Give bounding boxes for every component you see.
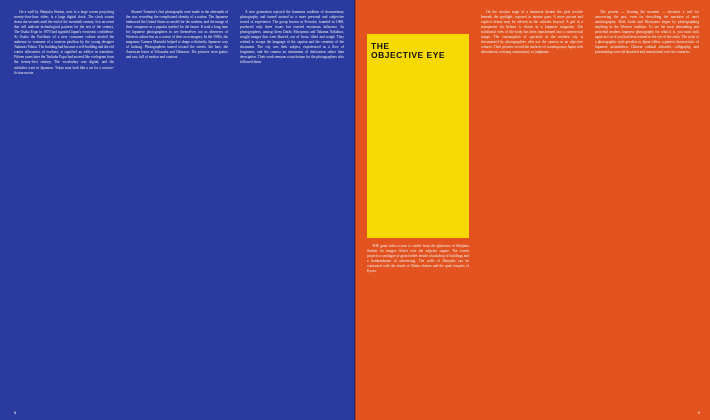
paragraph: On a wall by Shinjuku Station, next to a large screen projecting twenty-four-hour video, is a large digital clock. The clock counts down the seconds until the end of the twentieth century. It is an event that will indicate technological patterns for the rest of the century. The Osaka Expo in 1970 had signaled Japan's economic confidence. At Osaka the Pavilions of a new consumer culture invited the audience to consume of a tourism pavilion by the young designer Tadanori Yokoo. The building had become a self-building and the red cranes silhouettes of workers, it signified an edifice in transition. Fifteen years later the Tsukuba Expo had arrived like a telegram from the twenty-first century. The vocabulary was digital, and the subsidies were in Japanese. Tokyo may look like a set for a science-fiction movie. bbox=[14, 10, 114, 75]
left-column-2 bbox=[126, 10, 228, 408]
right-page bbox=[355, 0, 710, 420]
paragraph: A new generation rejected the humanist tradition of documentary photography and turned instead to a more personal and subjective record of experience. The group known as Provoke, founded in 1968, produced only three issues but exerted enormous influence. Its photographers, among them Daido Moriyama and Takuma Nakahira, sought images that were blurred, out of focus, tilted and rough. They wished to escape the language of the caption and the certainty of the document. The city was their subject, experienced as a flow of fragments, and the camera an instrument of dislocation rather than description. Their work remains a touchstone for the photographers who followed them. bbox=[240, 10, 344, 65]
right-column-2 bbox=[481, 10, 583, 408]
left-column-1 bbox=[14, 10, 114, 408]
right-column-1 bbox=[367, 244, 469, 410]
page-number-left: 8 bbox=[14, 410, 17, 415]
title-line-1: THE bbox=[371, 41, 390, 51]
paragraph: On the circular stage of a basement theater the girls revolve beneath the spotlight, exposed to intense gaze. A more private and explicit drama may be offered in the cubicles beyond. A girl in a transparent ski helmet is shown in a Japanese magazine. The traditional view of the body has been transformed into a commercial image. The consumption of spectacle in the modern city is documented by photographers who use the camera as an objective witness. Their pictures record the surfaces of contemporary Japan with detachment, refusing commentary or judgment. bbox=[481, 10, 583, 55]
paragraph: Shomei Tomatsu's first photographs were made in the aftermath of the war, recording the complicated identity of a nation. The Japanese embraced the United States as model for the modern, and the image of their conqueror as a popular symbol for the future. It took a long time for Japanese photographers to see themselves not as observers of Western culture but as a source of their own imagery. In the 1950s, the magazine Camera Mainichi helped to shape a distinctly Japanese way of looking. Photographers turned toward the streets, the bars, the American bases at Yokosuka and Okinawa. The pictures were grainy and raw, full of motion and contrast. bbox=[126, 10, 228, 60]
paragraph: THE giant video screen is visible from the platforms of Shinjuku Station. Its images flicker over the adjacent square. The screen projects a catalogue of giant bodies beside a backdrop of buildings and a bombardment of advertising. The walls of Shinjuku can be contrasted with the rituals of Shinto shrines and the quiet temples of Kyoto. bbox=[367, 244, 469, 274]
page-number-right: 9 bbox=[697, 410, 700, 415]
right-column-3 bbox=[595, 10, 699, 408]
gutter-divider bbox=[354, 0, 356, 420]
paragraph: The present — flowing the moment — becomes a tool for uncovering the past, even for describing the narrative of one's autobiography. Both Araki and Moriyama began by photographing anything in the Western tradition. To see the most demanding and powerful modern Japanese photography for what it is, you must look again at it as if you had been trained in the eye of the other. The roots of a photographic style peculiar to Japan follow a pattern characteristic of Japanese assimilation. Chinese cultural attitudes, calligraphy, and printmaking were all absorbed and transformed over the centuries. bbox=[595, 10, 699, 55]
left-column-3 bbox=[240, 10, 344, 408]
title-box bbox=[367, 34, 469, 238]
title-line-2: OBJECTIVE EYE bbox=[371, 50, 446, 60]
